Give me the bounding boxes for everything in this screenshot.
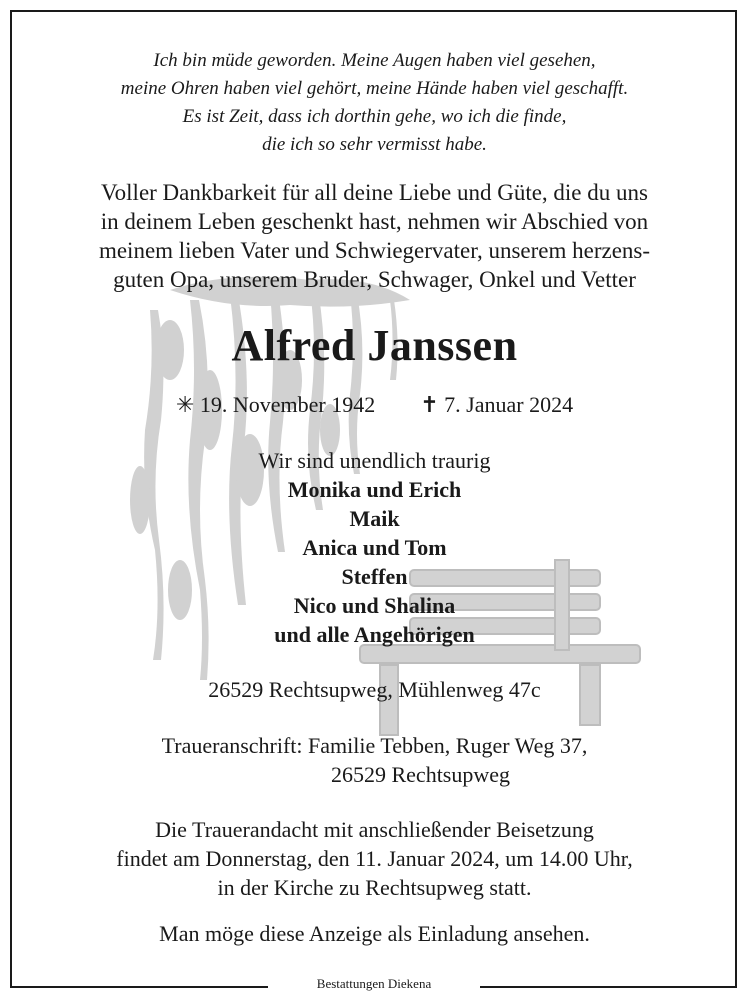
mourning-address-line: 26529 Rechtsupweg	[330, 762, 511, 787]
family-member: Steffen	[341, 564, 408, 589]
mourning-address-line: Traueranschrift: Familie Tebben, Ruger Weg 37,	[161, 733, 588, 758]
service-line: findet am Donnerstag, den 11. Januar 2024, um 14.00 Uhr,	[116, 846, 633, 871]
poem-line: Ich bin müde geworden. Meine Augen haben viel gesehen,	[153, 50, 596, 71]
intro-line: guten Opa, unserem Bruder, Schwager, Onkel und Vetter	[113, 267, 636, 292]
service-line: Die Trauerandacht mit anschließender Beisetzung	[155, 817, 594, 842]
life-dates	[0, 392, 749, 418]
poem-line: Es ist Zeit, dass ich dorthin gehe, wo ich die finde,	[182, 106, 567, 127]
family-member: Maik	[349, 506, 400, 531]
death-cross-icon: ✝	[420, 392, 439, 417]
footer-rule-right	[480, 986, 735, 988]
invitation-line: Man möge diese Anzeige als Einladung ansehen.	[159, 921, 590, 946]
intro-line: Voller Dankbarkeit für all deine Liebe und Güte, die du uns	[101, 180, 648, 205]
intro-line: in deinem Leben geschenkt hast, nehmen wir Abschied von	[100, 209, 649, 234]
home-address: 26529 Rechtsupweg, Mühlenweg 47c	[208, 677, 541, 702]
poem-line: die ich so sehr vermisst habe.	[262, 134, 487, 155]
deceased-name: Alfred Janssen	[231, 321, 518, 370]
family-member: Nico und Shalina	[293, 593, 456, 618]
death-date: 7. Januar 2024	[444, 392, 574, 417]
birth-date: 19. November 1942	[199, 392, 376, 417]
family-member: Monika und Erich	[287, 477, 462, 502]
funeral-home-credit: Bestattungen Diekena	[268, 976, 480, 994]
mourning-line: Wir sind unendlich traurig	[258, 448, 491, 473]
intro-line: meinem lieben Vater und Schwiegervater, unserem herzens-	[98, 238, 651, 263]
family-member: Anica und Tom	[302, 535, 447, 560]
poem-line: meine Ohren haben viel gehört, meine Hände haben viel geschafft.	[120, 78, 629, 99]
birth-star-icon: ✳	[175, 392, 195, 417]
footer-rule-left	[12, 986, 268, 988]
service-line: in der Kirche zu Rechtsupweg statt.	[217, 875, 532, 900]
family-member: und alle Angehörigen	[274, 622, 475, 647]
